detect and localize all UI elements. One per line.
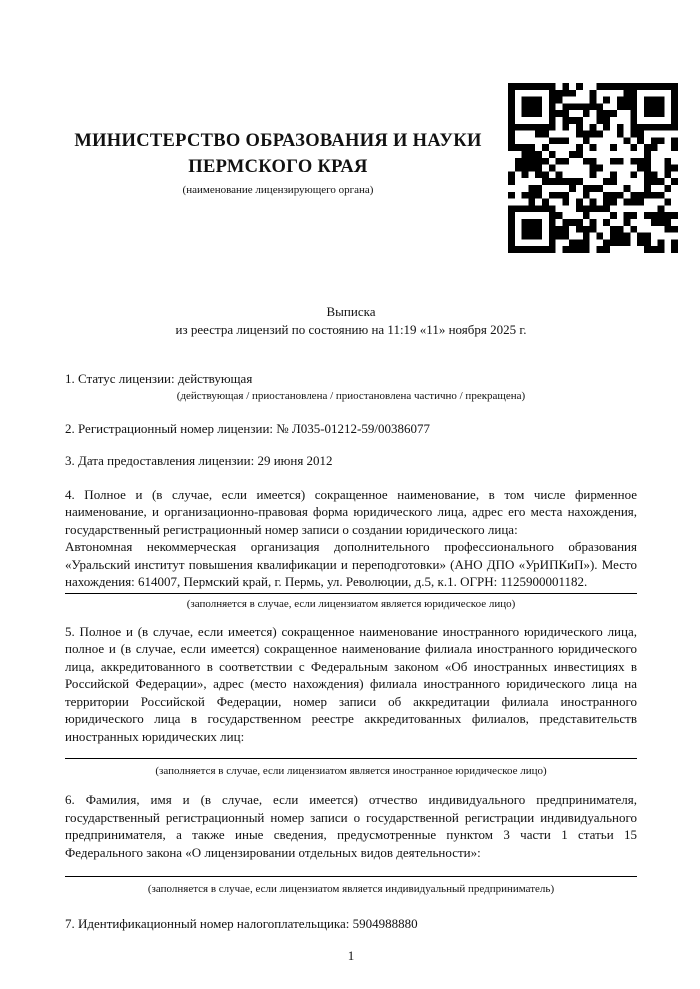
- foreign-entity-note: (заполняется в случае, если лицензиатом является иностранное юридическое лицо): [155, 765, 547, 777]
- legal-entity-note: (заполняется в случае, если лицензиатом является юридическое лицо): [186, 597, 516, 610]
- ministry-name-line2: ПЕРМСКОГО КРАЯ: [188, 157, 368, 177]
- page-number: 1: [347, 947, 355, 963]
- foreign-entity-divider: [65, 758, 637, 759]
- entrepreneur-statement: 6. Фамилия, имя и (в случае, если имеется) отчество индивидуального предпринимателя, государственный регистрационный номер записи о государственной регистрации индивидуального предпринимателя, а также иные сведения, предусмотренные пунктом 3 части 1 статьи 15 Федерального закона «О лицензировании отдельных видов деятельности»:: [65, 792, 637, 860]
- registration-number-text: 2. Регистрационный номер лицензии: № Л035-01212-59/00386077: [65, 420, 431, 436]
- document-title-block: [65, 303, 637, 339]
- ministry-name-line1: МИНИСТЕРСТВО ОБРАЗОВАНИЯ И НАУКИ: [74, 131, 482, 151]
- legal-entity-value: Автономная некоммерческая организация дополнительного профессионального образования «Уральский институт повышения квалификации и переподготовки» (АНО ДПО «УрИПКиП»). Место нахождения: 614007, Пермский край, г. Пермь, ул. Революции, д.5, к.1. ОГРН: 1125900001182.: [65, 539, 637, 589]
- legal-entity-divider: [65, 593, 637, 594]
- foreign-entity-statement: 5. Полное и (в случае, если имеется) сокращенное наименование иностранного юридического лица, полное и (в случае, если имеется) сокращенное наименование филиала иностранного юридического лица, аккредитованного в соответствии с Федеральным законом «Об иностранных инвестициях в Российской Федерации», адрес (место нахождения) филиала иностранного юридического лица на территории Российской Федерации, номер записи об аккредитации филиала иностранного юридического лица в государственном реестре аккредитованных филиалов, представительств иностранных юридических лиц:: [65, 623, 637, 744]
- license-status-text: 1. Статус лицензии: действующая: [65, 371, 253, 386]
- license-status-note: (действующая / приостановлена / приостановлена частично / прекращена): [176, 389, 526, 402]
- taxpayer-id-text: 7. Идентификационный номер налогоплательщика: 5904988880: [65, 916, 418, 931]
- entrepreneur-note: (заполняется в случае, если лицензиатом является индивидуальный предприниматель): [147, 883, 555, 895]
- legal-entity-statement: 4. Полное и (в случае, если имеется) сокращенное наименование, в том числе фирменное наименование, и организационно-правовая форма юридического лица, адрес его места нахождения, государственный регистрационный номер записи о создании юридического лица:: [65, 486, 637, 537]
- entrepreneur-divider: [65, 876, 637, 877]
- document-subtitle-date: из реестра лицензий по состоянию на 11:19 «11» ноября 2025 г.: [175, 322, 527, 337]
- ministry-name-note: (наименование лицензирующего органа): [182, 184, 374, 196]
- grant-date-text: 3. Дата предоставления лицензии: 29 июня 2012: [65, 453, 333, 468]
- document-title: Выписка: [326, 304, 376, 319]
- document-body: [65, 0, 637, 964]
